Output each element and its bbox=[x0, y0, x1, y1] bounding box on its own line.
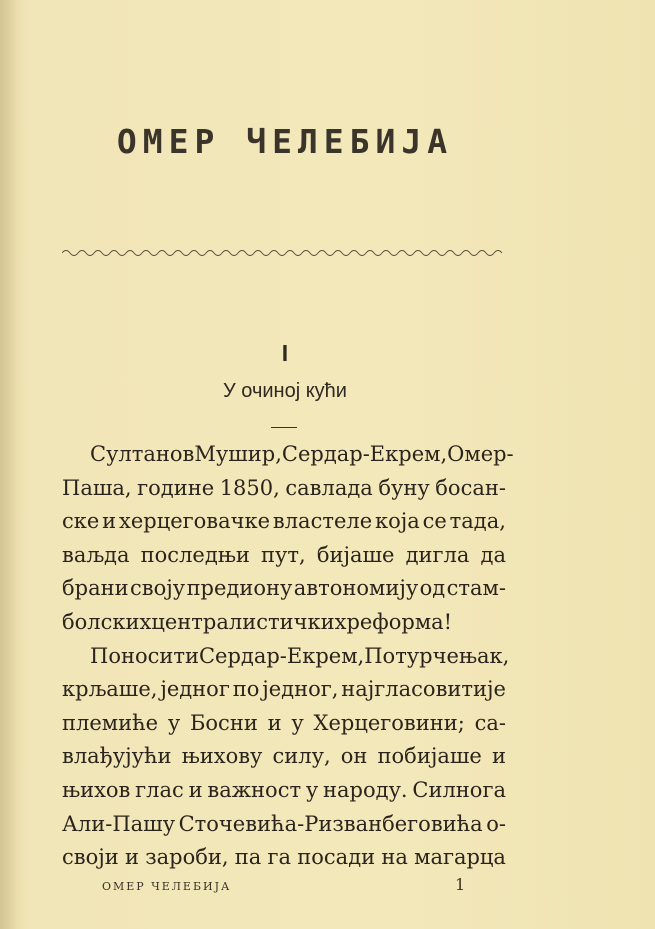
chapter-divider bbox=[271, 427, 297, 428]
text-line: њихов глас и важност у народу. Силнога bbox=[62, 777, 506, 802]
text-line: влађујући њихову силу, он побијаше и bbox=[62, 744, 506, 769]
text-line: своји и зароби, па га посади на магарца bbox=[62, 845, 506, 870]
text-line: болских централистичких реформа! bbox=[62, 609, 453, 634]
text-line: Али-Пашу Сточевића-Ризванбеговића о- bbox=[62, 811, 506, 836]
page-title: ОМЕР ЧЕЛЕБИЈА bbox=[116, 122, 454, 161]
page-number: 1 bbox=[455, 875, 466, 894]
chapter-number: I bbox=[281, 340, 289, 366]
text-line: ске и херцеговачке властеле која се тада, bbox=[62, 509, 506, 534]
decorative-wavy-rule bbox=[62, 246, 506, 260]
text-line: Султанов Мушир, Сердар-Екрем, Омер- bbox=[90, 442, 514, 466]
text-line: крљаше, једног по једног, најгласовитије bbox=[62, 677, 506, 702]
text-line: ваљда последњи пут, бијаше дигла да bbox=[62, 542, 506, 567]
text-line: брани своју предиону автономију од стам- bbox=[62, 576, 506, 601]
chapter-title: У очиној кући bbox=[223, 380, 347, 402]
running-title: ОМЕР ЧЕЛЕБИЈА bbox=[102, 880, 232, 893]
body-text bbox=[62, 438, 514, 875]
text-line: племиће у Босни и у Херцеговини; са- bbox=[62, 710, 506, 735]
text-line: Поносити Сердар-Екрем, Потурчењак, bbox=[90, 643, 510, 668]
text-line: Паша, године 1850, савлада буну босан- bbox=[62, 475, 506, 500]
